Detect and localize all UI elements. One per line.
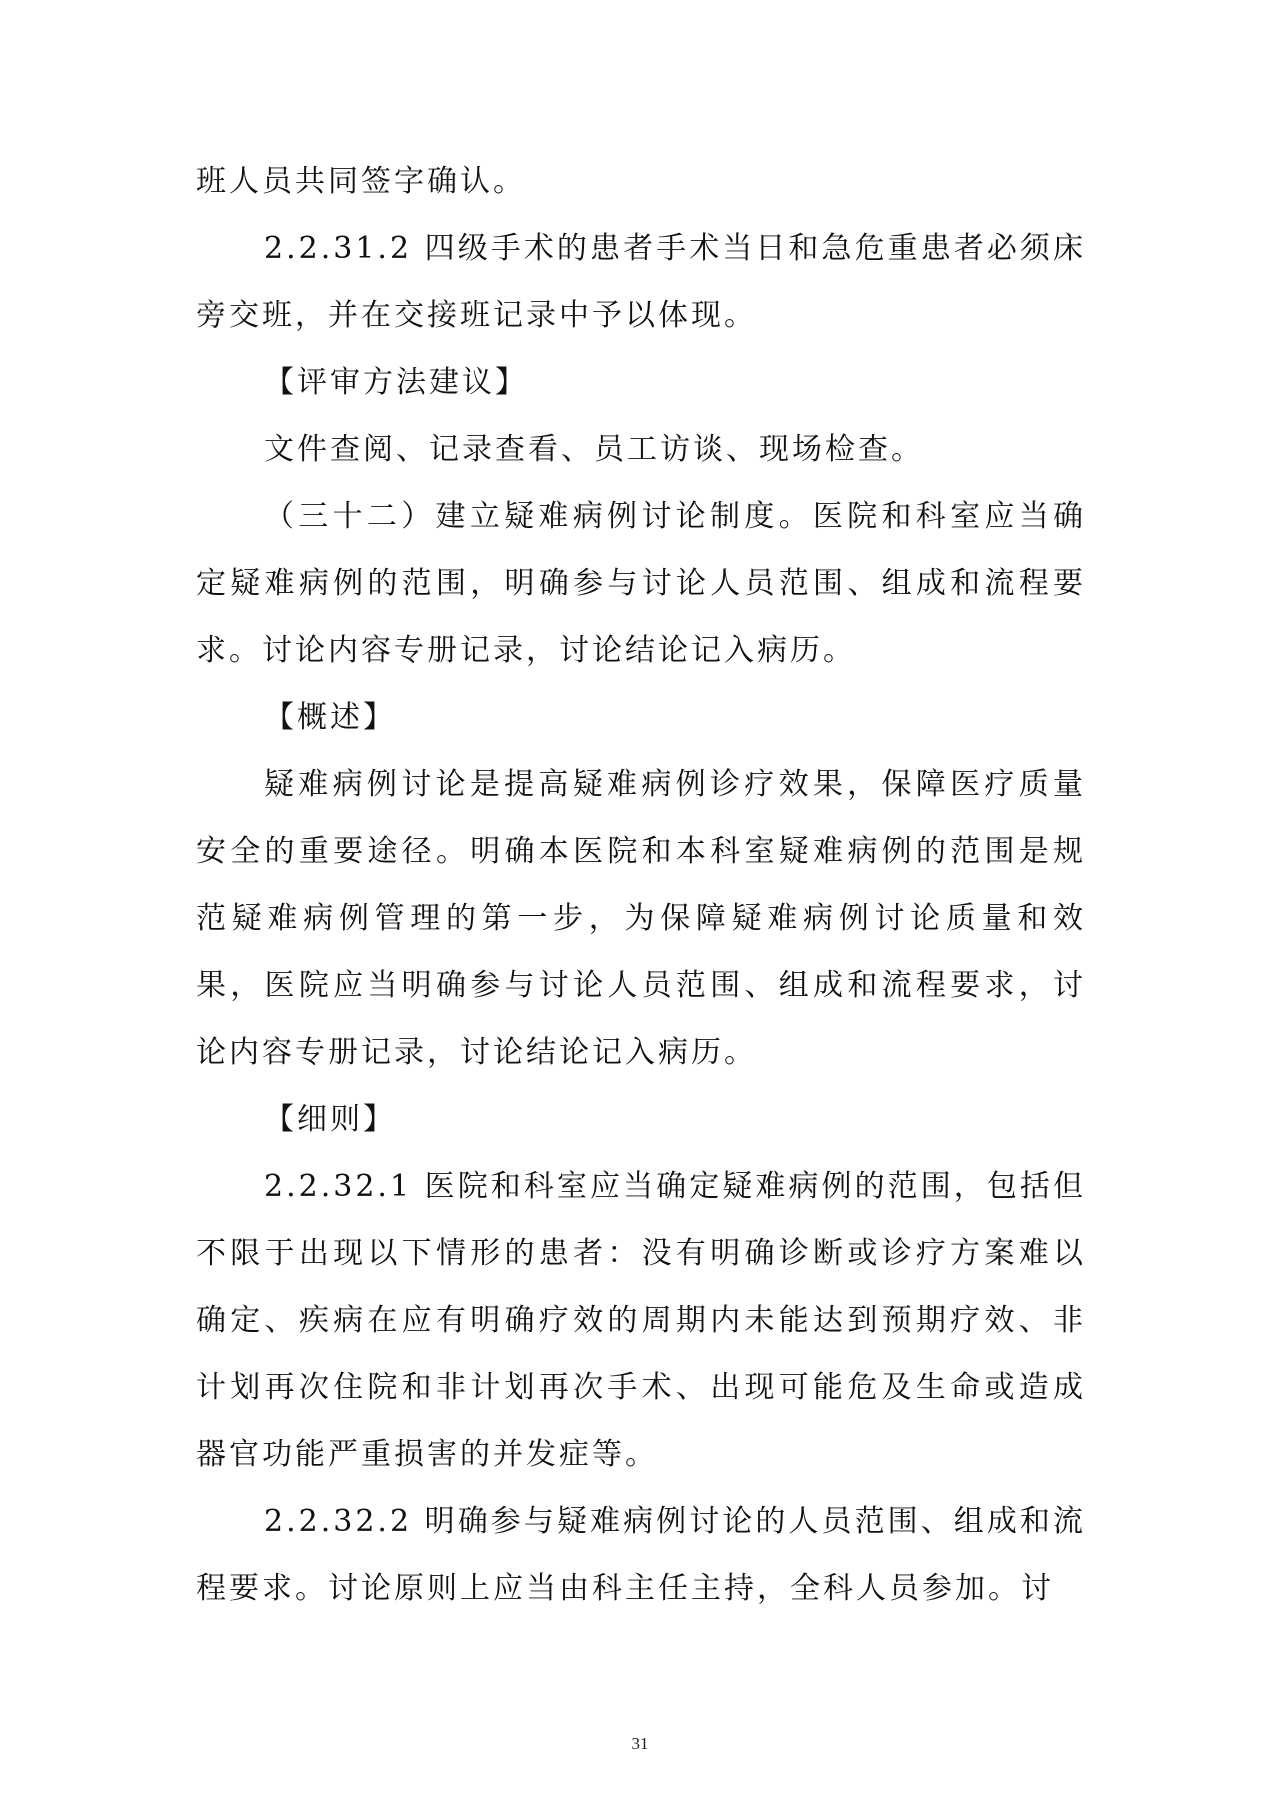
heading-details: 【细则】	[264, 1102, 396, 1137]
paragraph-section-32: （三十二）建立疑难病例讨论制度。医院和科室应当确定疑难病例的范围，明确参与讨论人员范围、组成和流程要求。讨论内容专册记录，讨论结论记入病历。	[196, 499, 1086, 668]
page-number: 31	[631, 1734, 649, 1753]
paragraph-2-2-31-2: 2.2.31.2 四级手术的患者手术当日和急危重患者必须床旁交班，并在交接班记录中予以体现。	[196, 231, 1086, 333]
paragraph-continuation: 班人员共同签字确认。	[196, 164, 526, 199]
heading-review-method: 【评审方法建议】	[264, 365, 528, 400]
paragraph-2-2-32-1: 2.2.32.1 医院和科室应当确定疑难病例的范围，包括但不限于出现以下情形的患者：没有明确诊断或诊疗方案难以确定、疾病在应有明确疗效的周期内未能达到预期疗效、非计划再次住院和非计划再次手术、出现可能危及生命或造成器官功能严重损害的并发症等。	[196, 1169, 1086, 1472]
heading-overview: 【概述】	[264, 700, 396, 735]
paragraph-review-method: 文件查阅、记录查看、员工访谈、现场检查。	[264, 432, 924, 467]
paragraph-2-2-32-2: 2.2.32.2 明确参与疑难病例讨论的人员范围、组成和流程要求。讨论原则上应当由科主任主持，全科人员参加。讨	[196, 1504, 1086, 1606]
paragraph-overview: 疑难病例讨论是提高疑难病例诊疗效果，保障医疗质量安全的重要途径。明确本医院和本科室疑难病例的范围是规范疑难病例管理的第一步，为保障疑难病例讨论质量和效果，医院应当明确参与讨论人员范围、组成和流程要求，讨论内容专册记录，讨论结论记入病历。	[196, 767, 1086, 1070]
page-body	[196, 148, 1086, 1622]
